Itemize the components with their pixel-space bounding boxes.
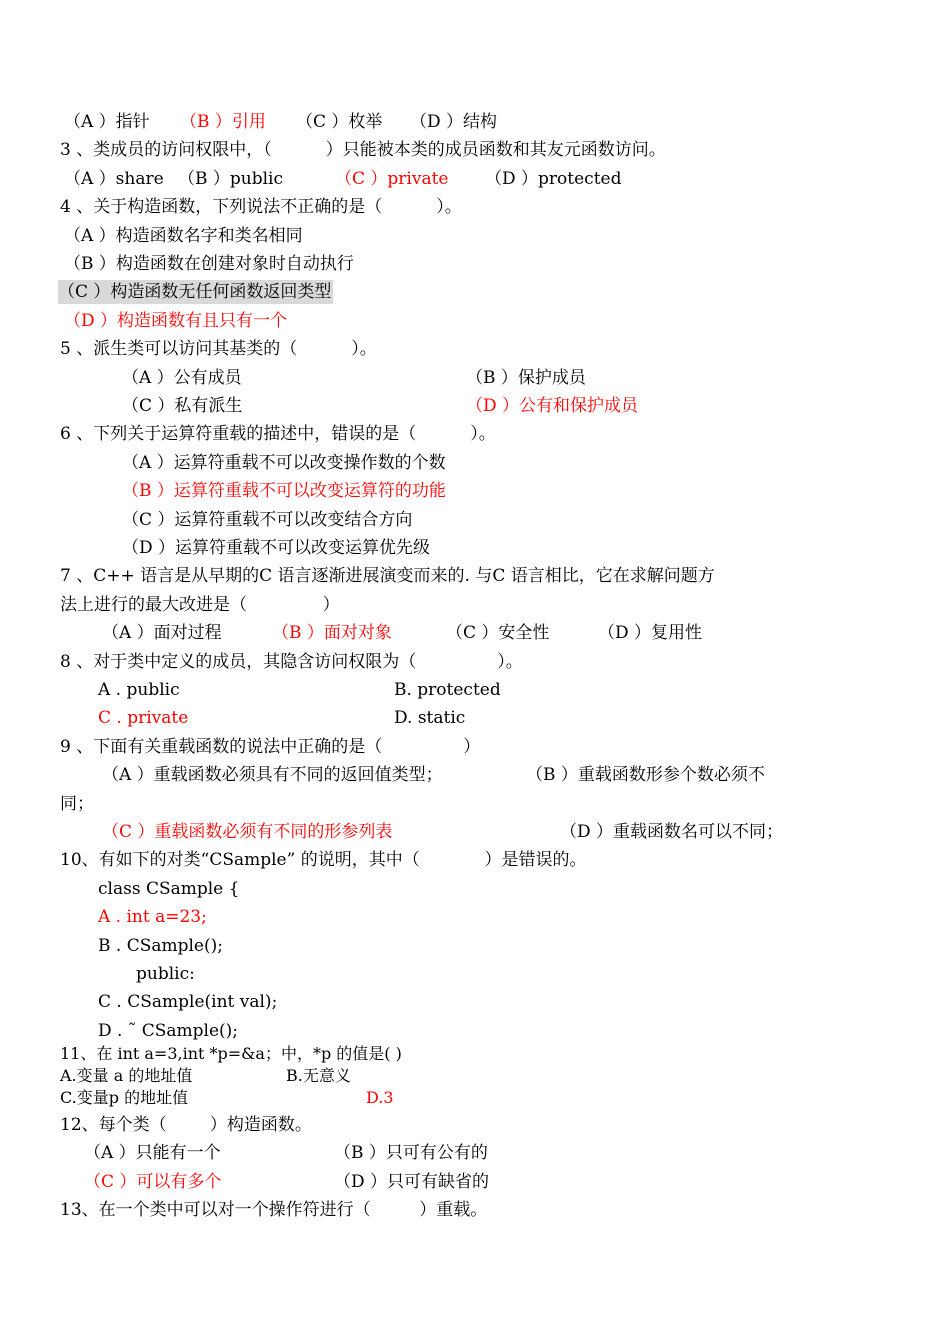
answer-text: A . int a=23;	[98, 907, 207, 927]
question-text: （B ）保护成员	[466, 368, 586, 388]
question-text: （A ）share	[64, 169, 164, 189]
question-text: （C ）枚举	[296, 112, 383, 132]
question-text: 7 、C++ 语言是从早期的C 语言逐渐进展演变而来的. 与C 语言相比，它在求解问题方	[60, 566, 715, 586]
answer-text: （B ）引用	[180, 112, 266, 132]
answer-text: （C ）private	[335, 169, 449, 189]
question-text: （A ）构造函数名字和类名相同	[64, 226, 303, 246]
question-text: A . public	[98, 680, 180, 700]
question-text: （C ）私有派生	[122, 396, 243, 416]
question-text: （B ）构造函数在创建对象时自动执行	[64, 254, 354, 274]
question-text: （C ）安全性	[446, 623, 550, 643]
answer-text: （B ）面对对象	[272, 623, 392, 643]
question-text: （D ）复用性	[598, 623, 703, 643]
question-text: （A ）运算符重载不可以改变操作数的个数	[122, 453, 446, 473]
question-text: 10、有如下的对类“CSample” 的说明，其中（ ）是错误的。	[60, 850, 587, 870]
question-text: （B ）只可有公有的	[334, 1143, 488, 1163]
question-text: （A ）指针	[64, 112, 150, 132]
question-text: A.变量 a 的地址值	[60, 1066, 193, 1085]
answer-text: C . private	[98, 708, 189, 728]
question-text: （D ）protected	[485, 169, 622, 189]
question-text: B . CSample();	[98, 936, 223, 956]
question-text: 5 、派生类可以访问其基类的（ ）。	[60, 339, 377, 359]
question-text: （A ）重载函数必须具有不同的返回值类型；	[102, 765, 443, 785]
question-text: public:	[136, 964, 195, 984]
question-text: 11、在 int a=3,int *p=&a；中，*p 的值是( )	[60, 1044, 402, 1063]
question-text: class CSample {	[98, 879, 240, 899]
answer-text: （B ）运算符重载不可以改变运算符的功能	[122, 481, 446, 501]
question-text: 9 、下面有关重载函数的说法中正确的是（ ）	[60, 737, 481, 757]
question-text: （A ）面对过程	[102, 623, 222, 643]
question-text: C . CSample(int val);	[98, 992, 278, 1012]
question-text: 13、在一个类中可以对一个操作符进行（ ）重载。	[60, 1200, 488, 1220]
question-text: 12、每个类（ ）构造函数。	[60, 1115, 312, 1135]
question-text: 8 、对于类中定义的成员，其隐含访问权限为（ ）。	[60, 652, 523, 672]
question-text: 法上进行的最大改进是（ ）	[60, 595, 340, 615]
question-text: 同；	[60, 794, 94, 814]
question-text: 6 、下列关于运算符重载的描述中，错误的是（ ）。	[60, 424, 496, 444]
question-text: 4 、关于构造函数，下列说法不正确的是（ ）。	[60, 197, 462, 217]
question-text: （D ）只可有缺省的	[334, 1172, 490, 1192]
question-text: 3 、类成员的访问权限中，（ ）只能被本类的成员函数和其友元函数访问。	[60, 140, 666, 160]
question-text: （D ）重载函数名可以不同；	[560, 822, 784, 842]
question-text: （D ）运算符重载不可以改变运算优先级	[122, 538, 431, 558]
question-text: （A ）公有成员	[122, 368, 242, 388]
question-text: （D ）结构	[410, 112, 498, 132]
answer-text: （C ）可以有多个	[84, 1172, 222, 1192]
answer-text: （C ）重载函数必须有不同的形参列表	[102, 822, 393, 842]
question-text: （C ）构造函数无任何函数返回类型	[58, 282, 332, 302]
question-text: （B ）public	[178, 169, 284, 189]
question-text: （A ）只能有一个	[84, 1143, 221, 1163]
answer-text: （D ）构造函数有且只有一个	[64, 311, 288, 331]
answer-text: （D ）公有和保护成员	[466, 396, 639, 416]
question-text: B.无意义	[286, 1066, 351, 1085]
answer-text: D.3	[366, 1088, 394, 1107]
question-text: （B ）重载函数形参个数必须不	[526, 765, 765, 785]
question-text: C.变量p 的地址值	[60, 1088, 189, 1107]
question-text: D . ˜ CSample();	[98, 1021, 239, 1041]
question-text: （C ）运算符重载不可以改变结合方向	[122, 510, 413, 530]
question-text: D. static	[394, 708, 466, 728]
question-text: B. protected	[394, 680, 501, 700]
